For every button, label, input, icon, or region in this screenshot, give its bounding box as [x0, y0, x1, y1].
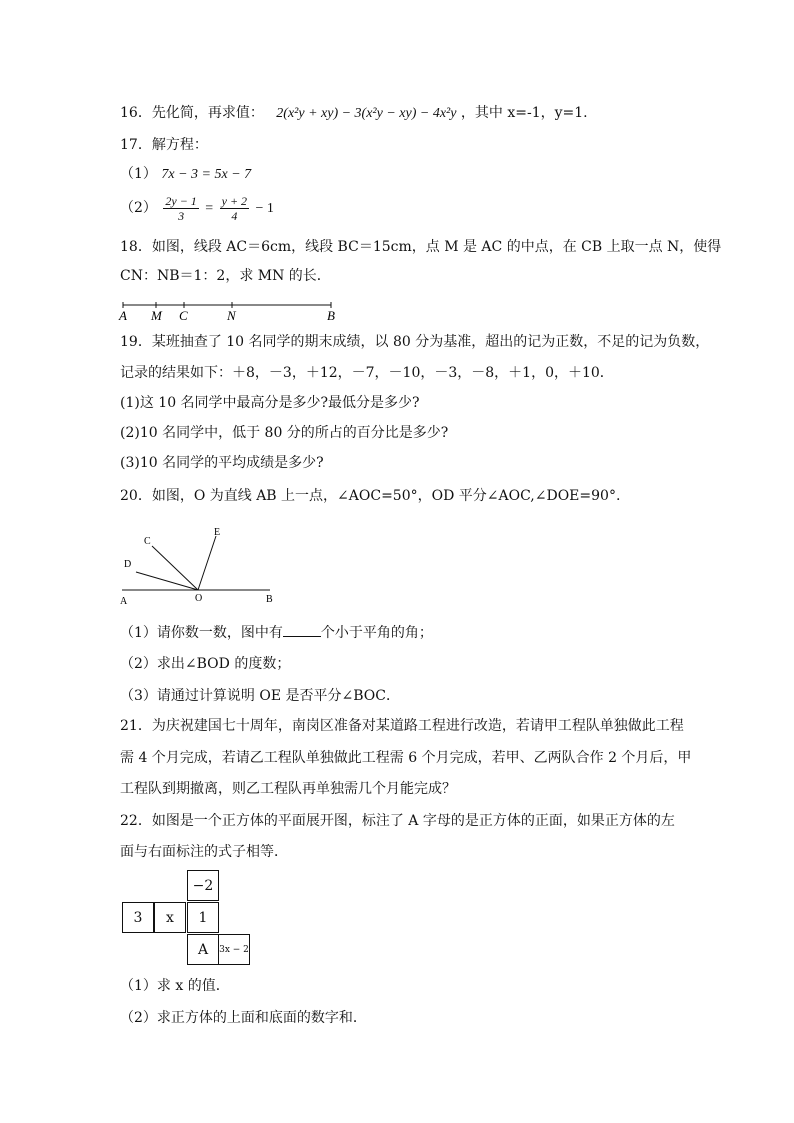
ray-oe: [198, 536, 216, 590]
q17-part2-fraction-left: [163, 194, 198, 223]
q17-title: 17．解方程：: [120, 137, 208, 153]
q19-sub1: (1)这 10 名同学中最高分是多少?最低分是多少?: [120, 395, 420, 411]
point-c-label: C: [144, 536, 151, 547]
q22-sub1: （1）求 x 的值．: [120, 978, 230, 994]
q17-frac-left-num: 2y − 1: [165, 193, 197, 208]
angle-diagram: [118, 524, 280, 608]
q19-line1: 19．某班抽查了 10 名同学的期末成绩，以 80 分为基准，超出的记为正数，不足的记为负数，: [120, 334, 710, 350]
q21-line2: 需 4 个月完成，若请乙工程队单独做此工程需 6 个月完成，若甲、乙两队合作 2 个月后，甲: [120, 750, 692, 766]
point-b-label: B: [266, 594, 273, 605]
q19-sub3: (3)10 名同学的平均成绩是多少?: [120, 455, 324, 471]
q17-part1: [120, 164, 251, 185]
point-e-label: E: [214, 527, 221, 538]
q18-line1: 18．如图，线段 AC＝6cm，线段 BC＝15cm，点 M 是 AC 的中点，在 CB 上取一点 N，使得: [120, 239, 722, 255]
answer-blank[interactable]: [283, 622, 321, 637]
point-d-label: D: [124, 559, 132, 570]
q22-line1: 22．如图是一个正方体的平面展开图，标注了 A 字母的是正方体的正面，如果正方体的左: [120, 813, 675, 829]
net-cell-top: −2: [187, 870, 219, 901]
point-o-label: O: [195, 593, 203, 604]
q16-label: 16．先化简，再求值：: [120, 105, 264, 121]
q20-sub1-post: 个小于平角的角；: [320, 625, 433, 641]
q16-line: [120, 103, 588, 124]
q17-part2: [120, 193, 274, 224]
q19-line2: 记录的结果如下：＋8，－3，＋12，－7，－10，－3，－8，＋1，0，＋10．: [120, 365, 614, 381]
point-a-label: A: [119, 308, 127, 322]
q20-sub1: [120, 622, 433, 643]
q17-part1-equation: 7x − 3 = 5x − 7: [161, 167, 252, 182]
q20-line1: 20．如图，O 为直线 AB 上一点，∠AOC=50°，OD 平分∠AOC,∠DOE=90°.: [120, 488, 621, 504]
point-c-label: C: [179, 308, 188, 322]
q20-sub2: （2）求出∠BOD 的度数；: [120, 656, 291, 672]
q17-part2-tail: − 1: [255, 201, 274, 216]
net-cell-right: 3x − 2: [218, 934, 250, 965]
net-cell-bottom-a: A: [187, 934, 219, 965]
q20-sub1-pre: （1）请你数一数，图中有: [120, 625, 283, 641]
q22-sub2: （2）求正方体的上面和底面的数字和．: [120, 1010, 367, 1026]
q21-line1: 21．为庆祝建国七十周年，南岗区准备对某道路工程进行改造，若请甲工程队单独做此工程: [120, 718, 684, 734]
q17-part2-fraction-right: [220, 194, 249, 223]
q21-line3: 工程队到期撤离，则乙工程队再单独需几个月能完成？: [120, 781, 456, 797]
q16-formula: 2(x²y + xy) − 3(x²y − xy) − 4x²y: [276, 106, 457, 121]
q17-part1-label: （1）: [120, 166, 157, 182]
q16-tail: ，其中 x=-1，y=1.: [460, 105, 588, 121]
q18-line2: CN：NB＝1：2，求 MN 的长．: [120, 268, 331, 284]
q17-frac-right-num: y + 2: [221, 193, 248, 208]
q17-part2-equals: =: [205, 201, 214, 216]
point-m-label: M: [151, 308, 162, 322]
q17-part2-label: （2）: [120, 200, 157, 216]
segment-diagram: [118, 296, 348, 322]
point-a-label: A: [120, 596, 128, 607]
q17-frac-right-den: 4: [231, 208, 238, 223]
point-b-label: B: [327, 308, 335, 322]
cube-net: [122, 870, 252, 967]
net-cell-left2: x: [154, 902, 186, 933]
q20-sub3: （3）请通过计算说明 OE 是否平分∠BOC．: [120, 688, 400, 704]
q22-line2: 面与右面标注的式子相等．: [120, 844, 288, 860]
net-cell-center: 1: [187, 902, 219, 933]
point-n-label: N: [227, 308, 236, 322]
q19-sub2: (2)10 名同学中，低于 80 分的所占的百分比是多少?: [120, 425, 449, 441]
net-cell-left1: 3: [122, 902, 154, 933]
q17-frac-left-den: 3: [178, 208, 185, 223]
